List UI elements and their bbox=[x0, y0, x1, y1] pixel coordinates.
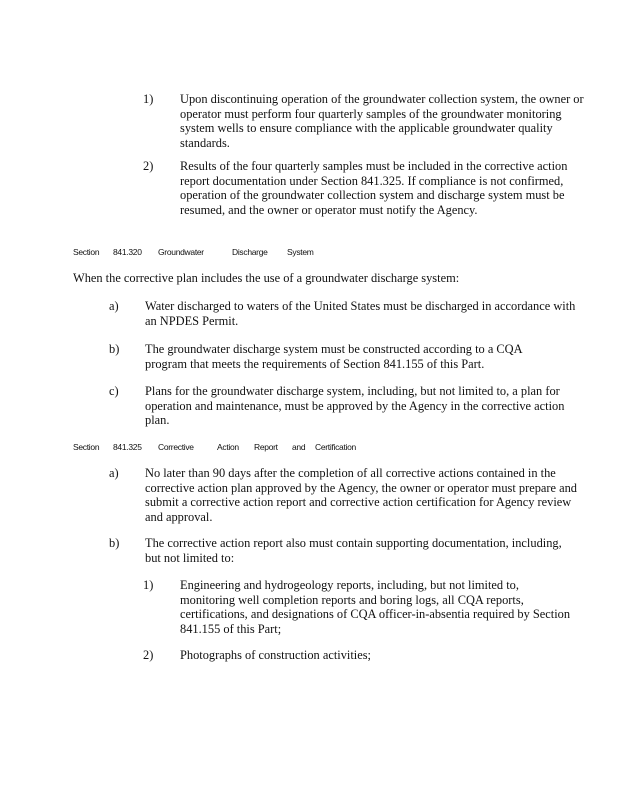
list-item-text: The groundwater discharge system must be constructed according to a CQA program that meets the requirements of Section 841.155 of this Part. bbox=[145, 342, 522, 371]
section-word: Section bbox=[73, 247, 100, 257]
list-item-number: a) bbox=[109, 299, 119, 313]
section-title-word: and bbox=[292, 442, 306, 452]
section-number: 841.325 bbox=[113, 442, 142, 452]
section-title-word: Action bbox=[217, 442, 239, 452]
list-item-text: The corrective action report also must contain supporting documentation, including, but not limited to: bbox=[145, 536, 562, 565]
list-item-text: No later than 90 days after the completion of all corrective actions contained in the corrective action plan approved by the Agency, the owner or operator must prepare and submit a corrective action report and corrective action certification for Agency review and approval. bbox=[145, 466, 578, 524]
list-item-number: 2) bbox=[143, 648, 154, 662]
list-item-text: Photographs of construction activities; bbox=[180, 648, 371, 662]
list-item-text: Plans for the groundwater discharge system, including, but not limited to, a plan for operation and maintenance, must be approved by the Agency in the corrective action plan. bbox=[145, 384, 565, 428]
list-item-number: a) bbox=[109, 466, 119, 480]
section-title-word: Discharge bbox=[232, 247, 268, 257]
list-item-text: Results of the four quarterly samples must be included in the corrective action report documentation under Section 841.325. If compliance is not confirmed, operation of the groundwater collection system and discharge system must be resumed, and the owner or operator must notify the Agency. bbox=[180, 159, 568, 217]
section-word: Section bbox=[73, 442, 100, 452]
list-item-number: 1) bbox=[143, 92, 154, 106]
list-item-number: 2) bbox=[143, 159, 154, 173]
list-item-number: 1) bbox=[143, 578, 154, 592]
list-item-text: Water discharged to waters of the United States must be discharged in accordance with an NPDES Permit. bbox=[145, 299, 576, 328]
section-title-word: System bbox=[287, 247, 314, 257]
list-item-text: Engineering and hydrogeology reports, including, but not limited to, monitoring well completion reports and boring logs, all CQA reports, certifications, and designations of CQA officer-in-absentia required by Section 841.155 of this Part; bbox=[180, 578, 571, 636]
list-item-number: b) bbox=[109, 536, 120, 550]
list-item-number: b) bbox=[109, 342, 120, 356]
section-title-word: Certification bbox=[315, 442, 356, 452]
section-number: 841.320 bbox=[113, 247, 142, 257]
section-title-word: Corrective bbox=[158, 442, 194, 452]
section-title-word: Report bbox=[254, 442, 278, 452]
list-item-text: Upon discontinuing operation of the groundwater collection system, the owner or operator must perform four quarterly samples of the groundwater monitoring system wells to ensure compliance with the applicable groundwater quality standards. bbox=[180, 92, 584, 150]
section-intro: When the corrective plan includes the use of a groundwater discharge system: bbox=[73, 271, 460, 285]
list-item-number: c) bbox=[109, 384, 119, 398]
section-title-word: Groundwater bbox=[158, 247, 204, 257]
